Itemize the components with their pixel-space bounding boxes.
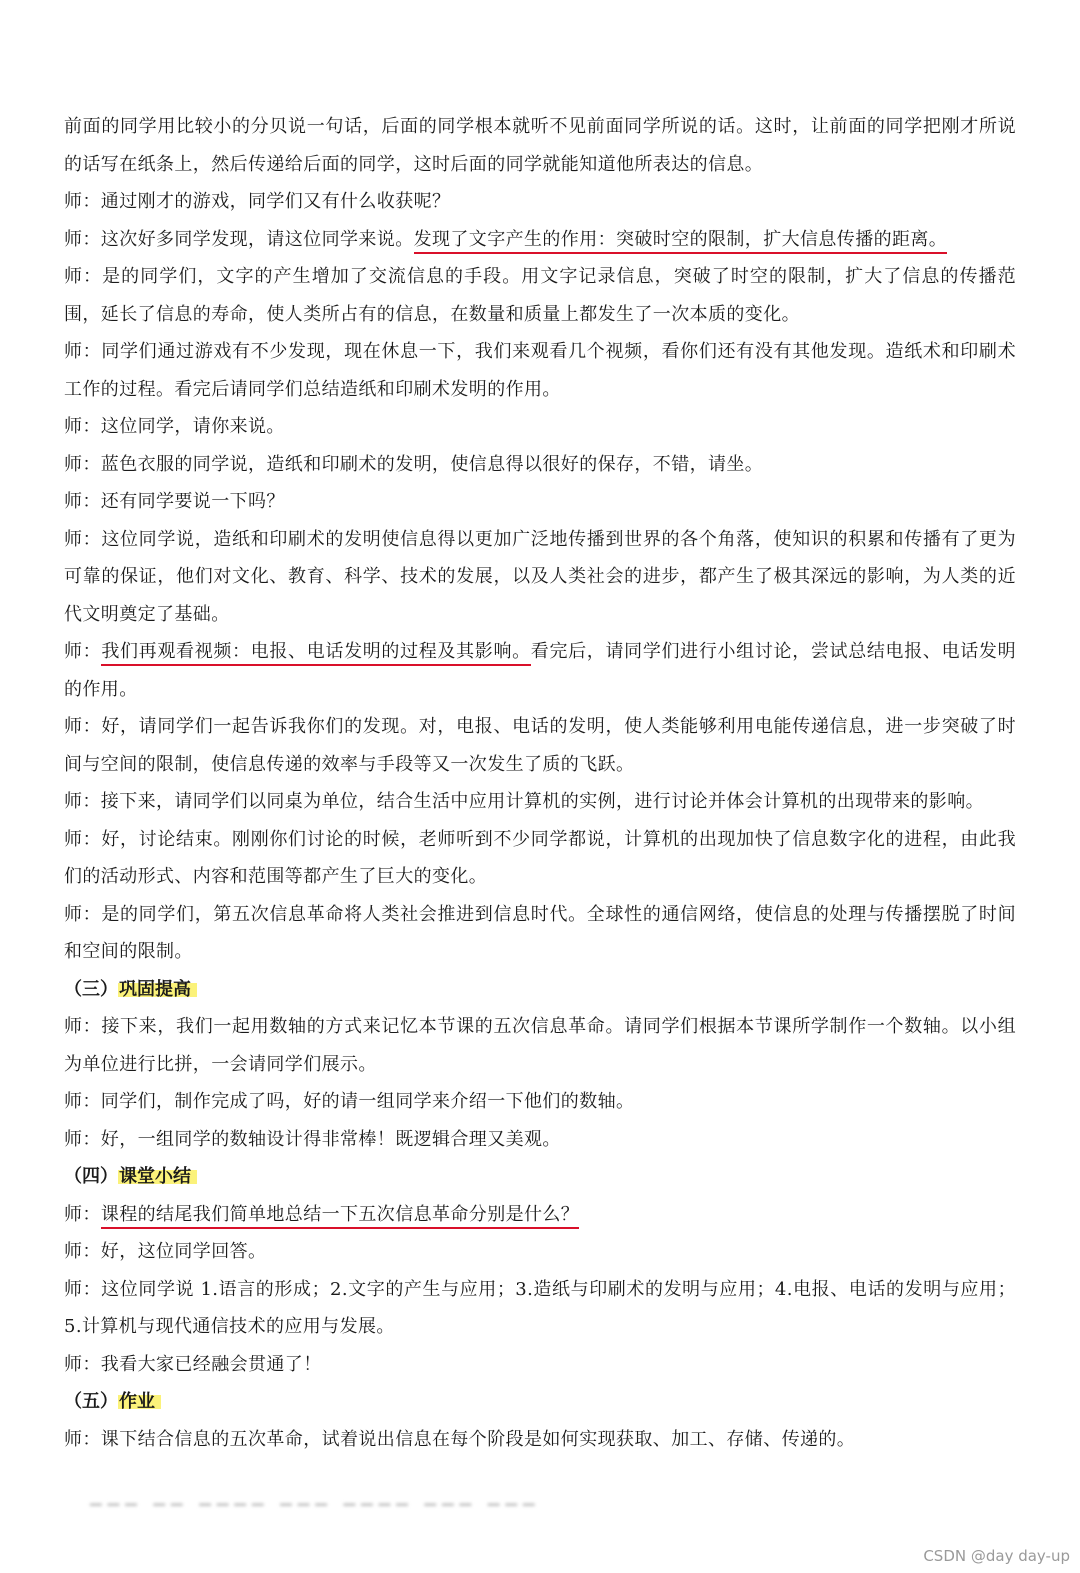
paragraph: 师：是的同学们，第五次信息革命将人类社会推进到信息时代。全球性的通信网络，使信息的处理与传播摆脱了时间和空间的限制。 — [64, 903, 1016, 962]
paragraph: 师：好，一组同学的数轴设计得非常棒！既逻辑合理又美观。 — [64, 1128, 561, 1150]
paragraph: 师：好，讨论结束。刚刚你们讨论的时候，老师听到不少同学都说，计算机的出现加快了信息数字化的进程，由此我们的活动形式、内容和范围等都产生了巨大的变化。 — [64, 828, 1016, 887]
document-body — [64, 108, 1016, 1458]
highlighted-section-title: 巩固提高 — [118, 979, 197, 1000]
paragraph: 师：接下来，我们一起用数轴的方式来记忆本节课的五次信息革命。请同学们根据本节课所学制作一个数轴。以小组为单位进行比拼，一会请同学们展示。 — [64, 1016, 1016, 1075]
underlined-text: 发现了文字产生的作用：突破时空的限制，扩大信息传播的距离。 — [414, 229, 948, 254]
paragraph: 前面的同学用比较小的分贝说一句话，后面的同学根本就听不见前面同学所说的话。这时，让前面的同学把刚才所说的话写在纸条上，然后传递给后面的同学，这时后面的同学就能知道他所表达的信息。 — [64, 116, 1016, 175]
paragraph: 师：我看大家已经融会贯通了！ — [64, 1353, 322, 1375]
paragraph: 师：通过刚才的游戏，同学们又有什么收获呢？ — [64, 191, 451, 212]
csdn-watermark: CSDN @day day-up — [923, 1547, 1070, 1565]
paragraph: 师：同学们通过游戏有不少发现，现在休息一下，我们来观看几个视频，看你们还有没有其他发现。造纸术和印刷术工作的过程。看完后请同学们总结造纸和印刷术发明的作用。 — [64, 341, 1016, 400]
underlined-text: 我们再观看视频：电报、电话发明的过程及其影响。 — [101, 641, 530, 666]
paragraph-prefix: 师： — [64, 641, 102, 662]
paragraph — [64, 633, 1016, 708]
paragraph: 师：好，请同学们一起告诉我你们的发现。对，电报、电话的发明，使人类能够利用电能传递信息，进一步突破了时间与空间的限制，使信息传递的效率与手段等又一次发生了质的飞跃。 — [64, 716, 1016, 775]
blurred-cutoff-line: ▁▁▁ ▁▁ ▁▁▁▁ ▁▁▁ ▁▁▁▁ ▁▁▁ ▁▁▁ — [90, 1488, 541, 1506]
paragraph: 师：蓝色衣服的同学说，造纸和印刷术的发明，使信息得以很好的保存，不错，请坐。 — [64, 453, 764, 475]
paragraph: 师：这位同学说，造纸和印刷术的发明使信息得以更加广泛地传播到世界的各个角落，使知识的积累和传播有了更为可靠的保证，他们对文化、教育、科学、技术的发展，以及人类社会的进步，都产生了极其深远的影响，为人类的近代文明奠定了基础。 — [64, 528, 1016, 625]
paragraph: 师：这位同学说 1.语言的形成；2.文字的产生与应用；3.造纸与印刷术的发明与应用；4.电报、电话的发明与应用；5.计算机与现代通信技术的应用与发展。 — [64, 1278, 1016, 1337]
paragraph-prefix: 师：这次好多同学发现，请这位同学来说。 — [64, 228, 414, 250]
paragraph: 师：同学们，制作完成了吗，好的请一组同学来介绍一下他们的数轴。 — [64, 1091, 635, 1112]
paragraph: 师：还有同学要说一下吗？ — [64, 491, 285, 512]
paragraph: 师：接下来，请同学们以同桌为单位，结合生活中应用计算机的实例，进行讨论并体会计算机的出现带来的影响。 — [64, 791, 984, 812]
section-heading-homework — [64, 1383, 1016, 1421]
section-heading-summary — [64, 1158, 1016, 1196]
paragraph: 师：好，这位同学回答。 — [64, 1241, 267, 1262]
paragraph-prefix: 师： — [64, 1203, 101, 1225]
paragraph — [64, 221, 1016, 259]
paragraph: 师：是的同学们，文字的产生增加了交流信息的手段。用文字记录信息，突破了时空的限制，扩大了信息的传播范围，延长了信息的寿命，使人类所占有的信息，在数量和质量上都发生了一次本质的变化。 — [64, 266, 1016, 325]
paragraph: 师：课下结合信息的五次革命，试着说出信息在每个阶段是如何实现获取、加工、存储、传递的。 — [64, 1428, 856, 1450]
paragraph: 师：这位同学，请你来说。 — [64, 416, 285, 437]
underlined-text: 课程的结尾我们简单地总结一下五次信息革命分别是什么？ — [101, 1204, 579, 1229]
highlighted-section-title: 作业 — [118, 1391, 161, 1412]
section-number: （五） — [64, 1391, 118, 1412]
paragraph — [64, 1196, 1016, 1234]
section-number: （四） — [64, 1166, 118, 1187]
highlighted-section-title: 课堂小结 — [118, 1166, 197, 1187]
section-heading-consolidation — [64, 971, 1016, 1009]
paragraph-suffix: 看完后，请同学们进行小组讨论，尝试总结电报、电话发明的作用。 — [64, 641, 1016, 700]
section-number: （三） — [64, 978, 118, 1000]
